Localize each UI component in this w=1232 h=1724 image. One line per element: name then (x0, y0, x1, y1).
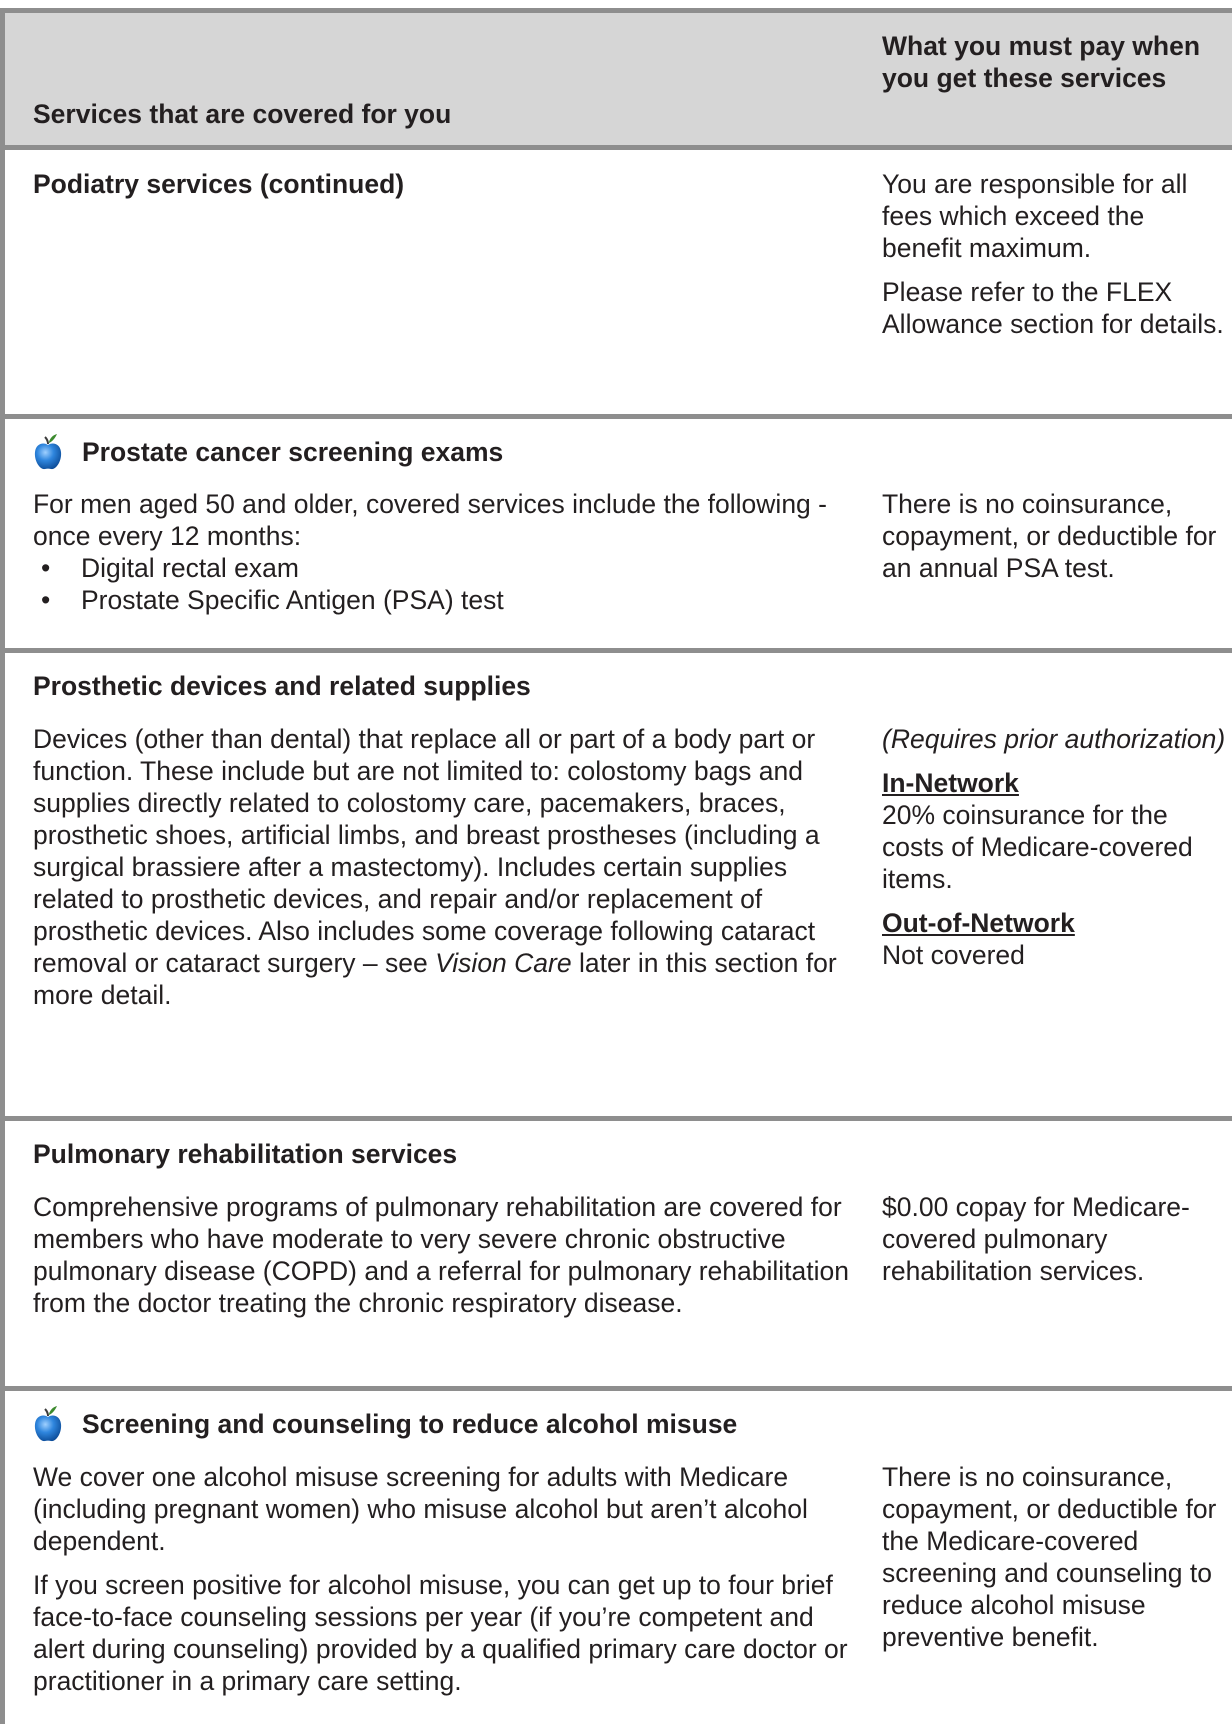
table-left-border (0, 8, 5, 1724)
payment-text: You are responsible for all fees which exceed the benefit maximum. (882, 169, 1188, 263)
payment-pulmonary: $0.00 copay for Medicare-covered pulmonary rehabilitation services. (882, 1192, 1190, 1286)
out-of-network-text: Not covered (882, 940, 1025, 970)
column-header-services: Services that are covered for you (33, 99, 452, 129)
coverage-table (0, 8, 1232, 1724)
out-of-network-label: Out-of-Network (882, 908, 1075, 938)
payment-prosthetic (882, 723, 1227, 971)
row-title-prostate: Prostate cancer screening exams (82, 437, 504, 467)
in-network-label: In-Network (882, 768, 1019, 798)
payment-podiatry (882, 168, 1227, 340)
row-title-alcohol: Screening and counseling to reduce alcohol misuse (82, 1409, 738, 1439)
row-title-pulmonary: Pulmonary rehabilitation services (33, 1139, 458, 1169)
row-divider (0, 1386, 1232, 1391)
row-divider (0, 414, 1232, 419)
table-top-border (0, 8, 1232, 13)
column-header-payment: What you must pay when you get these services (882, 31, 1201, 93)
description-text: If you screen positive for alcohol misuse, you can get up to four brief face-to-face counseling sessions per year (if you’re competent and alert during counseling) provided by a qualified primary care doctor or practitioner in a primary care setting. (33, 1570, 848, 1696)
description-prostate (33, 488, 853, 616)
apple-icon (33, 1405, 63, 1443)
list-item (33, 584, 853, 616)
list-item-text: Prostate Specific Antigen (PSA) test (81, 585, 504, 615)
description-text: later in this section for more detail. (33, 948, 837, 1010)
row-divider (0, 1116, 1232, 1121)
payment-text: Please refer to the FLEX Allowance section for details. (882, 277, 1224, 339)
description-text: Devices (other than dental) that replace all or part of a body part or function. These include but are not limited to: colostomy bags and supplies directly related to colostomy care, pacemakers, braces, prosthetic shoes, artificial limbs, and breast prostheses (including a surgical brassiere after a mastectomy). Includes certain supplies related to prosthetic devices, and repair and/or replacement of prosthetic devices. Also includes some coverage following cataract removal or cataract surgery – see (33, 724, 820, 978)
prior-authorization-note: (Requires prior authorization) (882, 724, 1226, 754)
payment-alcohol: There is no coinsurance, copayment, or deductible for the Medicare-covered screening and counseling to reduce alcohol misuse preventive benefit. (882, 1462, 1217, 1652)
apple-icon (33, 433, 63, 471)
in-network-text: 20% coinsurance for the costs of Medicare-covered items. (882, 800, 1193, 894)
description-pulmonary: Comprehensive programs of pulmonary rehabilitation are covered for members who have moderate to very severe chronic obstructive pulmonary disease (COPD) and a referral for pulmonary rehabilitation from the doctor treating the chronic respiratory disease. (33, 1192, 849, 1318)
bullet-glyph: • (41, 553, 51, 583)
description-prosthetic (33, 723, 863, 1011)
list-item-text: Digital rectal exam (81, 553, 299, 583)
bullet-list (33, 552, 853, 616)
row-divider (0, 648, 1232, 653)
payment-prostate: There is no coinsurance, copayment, or deductible for an annual PSA test. (882, 489, 1217, 583)
description-text: For men aged 50 and older, covered services include the following - once every 12 months: (33, 489, 827, 551)
row-divider (0, 145, 1232, 150)
description-alcohol (33, 1461, 863, 1697)
list-item (33, 552, 853, 584)
bullet-glyph: • (41, 585, 51, 615)
description-text: We cover one alcohol misuse screening for adults with Medicare (including pregnant women) who misuse alcohol but aren’t alcohol dependent. (33, 1462, 808, 1556)
vision-care-reference: Vision Care (435, 948, 572, 978)
row-title-prosthetic: Prosthetic devices and related supplies (33, 671, 531, 701)
row-title-podiatry: Podiatry services (continued) (33, 169, 405, 199)
